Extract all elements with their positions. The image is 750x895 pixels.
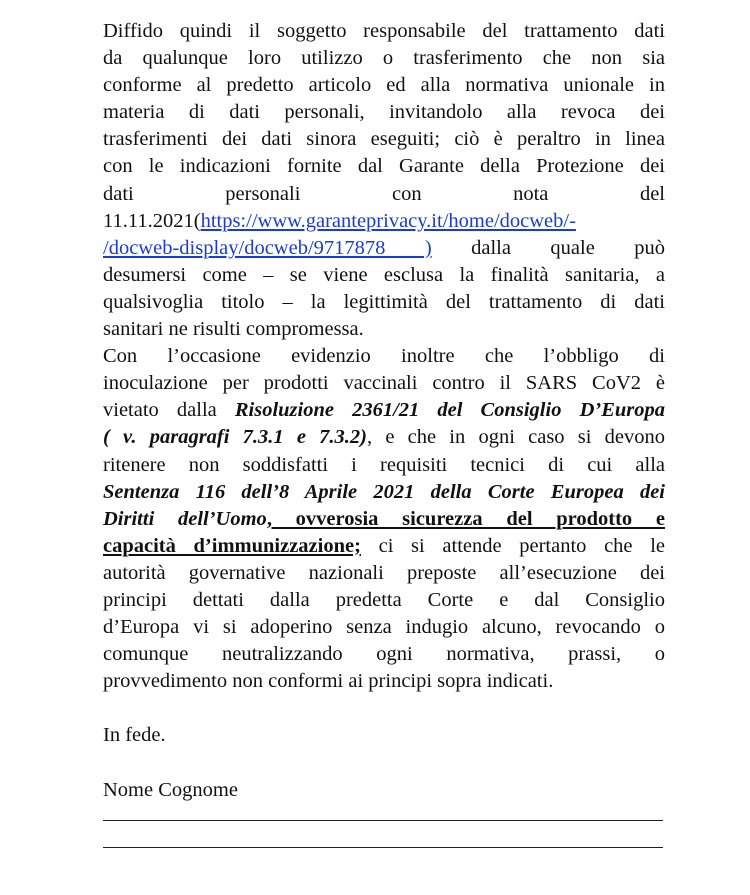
text-line: sanitari ne risulti compromessa.	[103, 318, 364, 341]
spacer	[103, 750, 665, 777]
text-line: autorità governative nazionali preposte all’esecuzione dei	[103, 561, 665, 584]
paragraph-evidenza	[103, 343, 665, 695]
signature-line	[103, 847, 663, 848]
risoluzione-reference: Risoluzione 2361/21 del Consiglio D’Europa	[234, 399, 665, 422]
text-line: provvedimento non conformi ai principi sopra indicati.	[103, 670, 554, 693]
text-line: comunque neutralizzando ogni normativa, prassi, o	[103, 643, 665, 666]
text-line: d’Europa vi si adoperino senza indugio alcuno, revocando o	[103, 616, 665, 639]
text-line: qualsivoglia titolo – la legittimità del trattamento di dati	[103, 290, 665, 313]
text-line	[103, 533, 665, 560]
text-fragment: ci si attende pertanto che le	[360, 534, 665, 557]
date-text: 11.11.2021(	[103, 209, 201, 232]
text-line: ritenere non soddisfatti i requisiti tecnici di cui alla	[103, 453, 665, 476]
sentenza-reference-cont: Diritti dell’Uomo	[103, 507, 267, 530]
requisiti-underlined: , ovverosia sicurezza del prodotto e	[266, 507, 665, 530]
text-line: conforme al predetto articolo ed alla normativa unionale in	[103, 74, 665, 97]
text-fragment: dalla quale può	[431, 236, 666, 259]
closing-text: In fede.	[103, 724, 166, 747]
text-line: Diffido quindi il soggetto responsabile del trattamento dati	[103, 20, 665, 42]
signature-line	[103, 820, 663, 821]
text-line: trasferimenti dei dati sinora eseguiti; ciò è peraltro in linea	[103, 128, 665, 151]
text-line	[103, 397, 665, 424]
text-line: con le indicazioni fornite dal Garante della Protezione dei	[103, 155, 665, 178]
text-line	[103, 506, 665, 533]
text-line-with-link	[103, 208, 665, 235]
text-line	[103, 479, 665, 506]
text-line	[103, 424, 665, 451]
requisiti-underlined-cont: capacità d’immunizzazione;	[103, 534, 361, 557]
sentenza-reference: Sentenza 116 dell’8 Aprile 2021 della Corte Europea dei	[103, 480, 665, 503]
text-line: da qualunque loro utilizzo o trasferimento che non sia	[103, 47, 665, 70]
text-line: Con l’occasione evidenzio inoltre che l’obbligo di	[103, 345, 665, 368]
document-page	[103, 18, 665, 848]
signature-name: Nome Cognome	[103, 778, 238, 801]
text-fragment: , e che in ogni caso si devono	[367, 426, 665, 449]
paragraph-diffida	[103, 18, 665, 343]
garante-link-part2[interactable]: /docweb-display/docweb/9717878 )	[103, 236, 432, 259]
text-fragment: vietato dalla	[103, 399, 235, 422]
text-line: materia di dati personali, invitandolo alla revoca dei	[103, 101, 665, 124]
text-line-with-link	[103, 235, 665, 262]
text-line: principi dettati dalla predetta Corte e dal Consiglio	[103, 588, 665, 611]
spacer	[103, 695, 665, 722]
text-line: dati personali con nota del	[103, 182, 665, 205]
garante-link-part1[interactable]: https://www.garanteprivacy.it/home/docweb/-	[200, 209, 576, 232]
paragrafi-reference: ( v. paragrafi 7.3.1 e 7.3.2)	[103, 426, 367, 449]
text-line: inoculazione per prodotti vaccinali contro il SARS CoV2 è	[103, 372, 665, 395]
text-line: desumersi come – se viene esclusa la finalità sanitaria, a	[103, 263, 665, 286]
